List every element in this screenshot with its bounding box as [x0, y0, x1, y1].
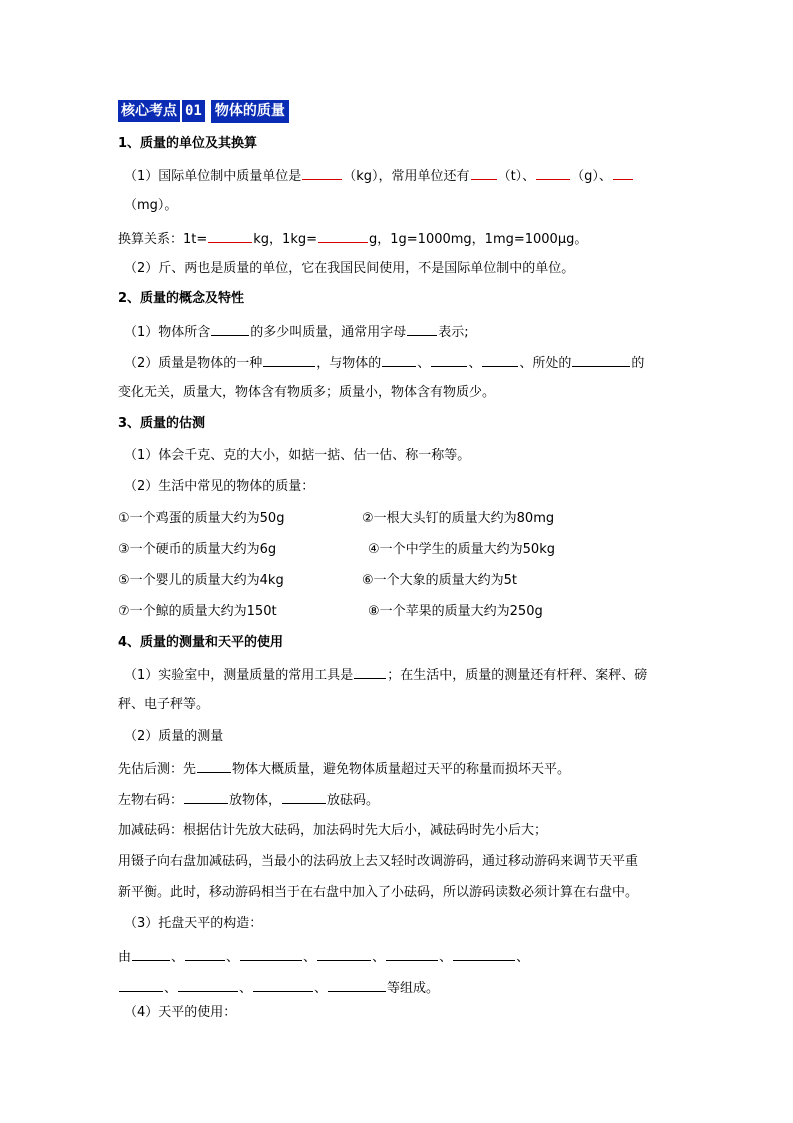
paragraph	[124, 165, 634, 185]
paragraph	[118, 789, 379, 809]
text: 、	[417, 356, 431, 371]
paragraph	[124, 664, 647, 684]
text: 放物体，	[229, 793, 282, 808]
blank	[211, 321, 249, 336]
paragraph-cont: 新平衡。此时，移动游码相当于在右盘中加入了小砝码，所以游码读数必须计算在右盘中。	[118, 885, 639, 900]
text: 、	[372, 950, 386, 965]
blank	[185, 946, 225, 961]
text: 由	[118, 950, 132, 965]
list-item: ④一个中学生的质量大约为50kg	[368, 542, 555, 557]
text: （kg），常用单位还有	[343, 169, 470, 184]
blank	[119, 977, 163, 992]
text: 物体大概质量，避免物体质量超过天平的称量而损坏天平。	[232, 762, 571, 777]
text: 、	[303, 950, 317, 965]
text: kg，1kg=	[253, 232, 317, 247]
text: 、	[468, 356, 482, 371]
blank	[253, 977, 313, 992]
blank	[132, 946, 170, 961]
blank	[453, 946, 515, 961]
text: 左物右码：	[118, 793, 184, 808]
text: ，与物体的	[316, 356, 382, 371]
paragraph: （4）天平的使用：	[124, 1005, 237, 1020]
paragraph: （1）体会千克、克的大小，如掂一掂、估一估、称一称等。	[124, 448, 471, 463]
blank	[482, 352, 518, 367]
text: 、	[239, 981, 253, 996]
blank	[263, 352, 315, 367]
blank	[354, 664, 386, 679]
blank	[431, 352, 467, 367]
paragraph	[118, 946, 529, 966]
list-item: ⑥一个大象的质量大约为5t	[362, 573, 518, 588]
paragraph: 加减砝码：根据估计先放大砝码，加法码时先大后小，减砝码时先小后大；	[118, 823, 548, 838]
text: 等组成。	[387, 981, 440, 996]
paragraph-cont: 变化无关，质量大，物体含有物质多；质量小，物体含有物质少。	[118, 385, 496, 400]
title-number: 01	[182, 100, 205, 122]
paragraph	[124, 352, 644, 372]
blank	[471, 165, 497, 180]
blank	[572, 352, 630, 367]
paragraph: （2）斤、两也是质量的单位，它在我国民间使用，不是国际单位制中的单位。	[124, 261, 575, 276]
text: （t）、	[497, 169, 536, 184]
list-item: ⑤一个婴儿的质量大约为4kg	[118, 573, 284, 588]
blank	[208, 228, 252, 243]
blank	[197, 758, 231, 773]
section-title	[118, 100, 289, 122]
title-tag: 核心考点	[118, 100, 180, 122]
blank	[328, 977, 386, 992]
text: 、	[516, 950, 530, 965]
paragraph-cont: 秤、电子秤等。	[118, 697, 210, 712]
list-item: ②一根大头钉的质量大约为80mg	[362, 511, 555, 526]
text: （1）物体所含	[124, 325, 211, 340]
blank	[407, 321, 437, 336]
paragraph-cont	[118, 977, 439, 997]
paragraph: 用镊子向右盘加减砝码，当最小的法码放上去又轻时改调游码，通过移动游码来调节天平重	[118, 854, 639, 869]
text: 的	[631, 356, 645, 371]
paragraph	[124, 321, 469, 341]
text: 、	[226, 950, 240, 965]
blank	[382, 352, 416, 367]
text: （2）质量是物体的一种	[124, 356, 263, 371]
text: 的多少叫质量，通常用字母	[250, 325, 407, 340]
text: 、所处的	[519, 356, 572, 371]
text: g，1g=1000mg，1mg=1000μg。	[369, 232, 588, 247]
blank	[302, 165, 342, 180]
text: 、	[439, 950, 453, 965]
paragraph: （3）托盘天平的构造：	[124, 916, 263, 931]
heading-1: 1、质量的单位及其换算	[118, 136, 258, 151]
blank	[178, 977, 238, 992]
blank	[317, 946, 371, 961]
heading-2: 2、质量的概念及特性	[118, 291, 245, 306]
text: 放砝码。	[327, 793, 380, 808]
text: ；在生活中，质量的测量还有杆秤、案秤、磅	[387, 668, 648, 683]
list-item: ①一个鸡蛋的质量大约为50g	[118, 511, 285, 526]
blank	[386, 946, 438, 961]
list-item: ⑧一个苹果的质量大约为250g	[368, 604, 543, 619]
text: 、	[164, 981, 178, 996]
paragraph	[118, 228, 587, 248]
text: 、	[314, 981, 328, 996]
list-item: ⑦一个鲸的质量大约为150t	[118, 604, 277, 619]
blank	[536, 165, 570, 180]
paragraph	[118, 758, 570, 778]
paragraph: （2）生活中常见的物体的质量：	[124, 479, 315, 494]
blank	[184, 789, 228, 804]
blank	[240, 946, 302, 961]
blank	[282, 789, 326, 804]
text: 表示;	[438, 325, 469, 340]
heading-4: 4、质量的测量和天平的使用	[118, 635, 284, 650]
paragraph-cont: （mg）。	[124, 198, 178, 213]
heading-3: 3、质量的估测	[118, 416, 206, 431]
text: 、	[171, 950, 185, 965]
text: （g）、	[571, 169, 612, 184]
text: 换算关系：1t=	[118, 232, 208, 247]
text: （1）实验室中，测量质量的常用工具是	[124, 668, 354, 683]
list-item: ③一个硬币的质量大约为6g	[118, 542, 277, 557]
paragraph: （2）质量的测量	[124, 729, 224, 744]
title-name: 物体的质量	[211, 100, 289, 123]
blank	[613, 165, 633, 180]
blank	[318, 228, 368, 243]
text: （1）国际单位制中质量单位是	[124, 169, 302, 184]
text: 先估后测：先	[118, 762, 197, 777]
